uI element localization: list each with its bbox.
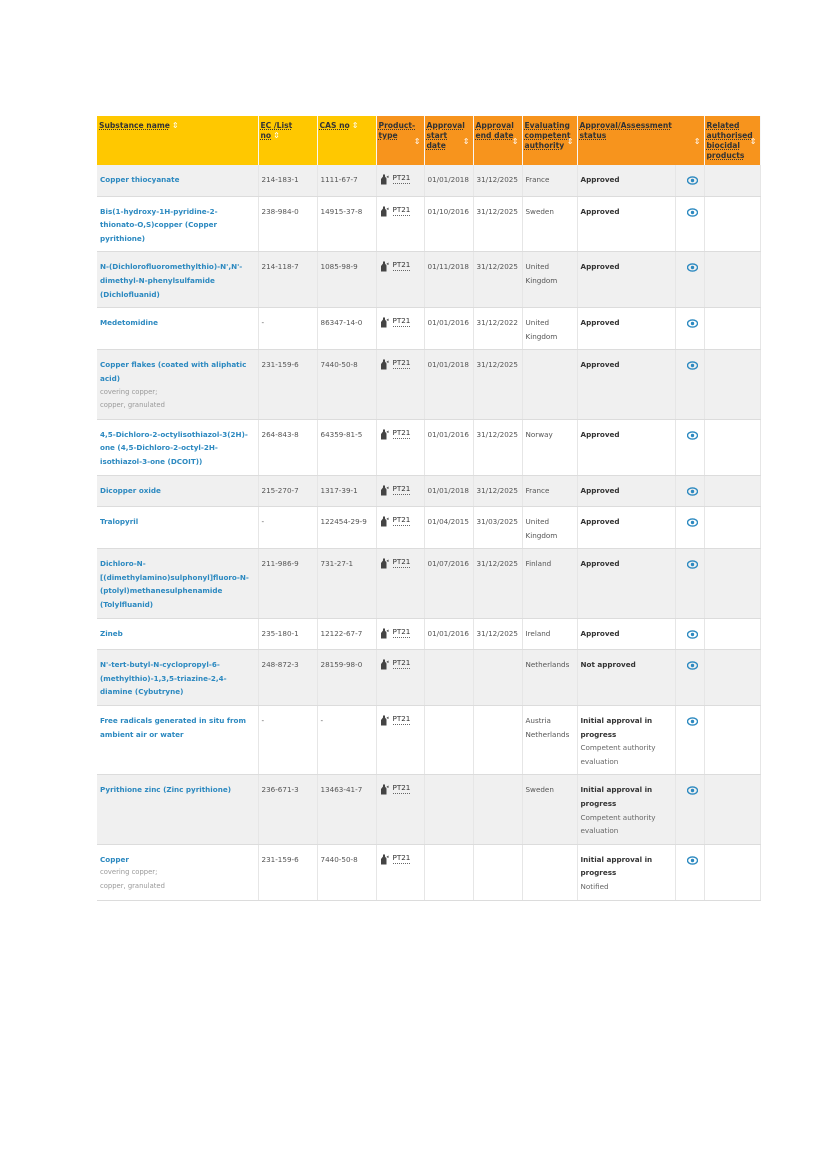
sort-arrows-icon[interactable]: ⇕ <box>511 136 519 146</box>
status-cell <box>577 165 675 196</box>
product-type-label[interactable]: PT21 <box>392 427 411 437</box>
authority-cell <box>522 252 577 308</box>
authority-line: Kingdom <box>525 331 558 341</box>
status-cell <box>577 706 675 775</box>
pt-flask-icon <box>380 558 389 569</box>
table-row <box>97 650 760 706</box>
table-row <box>97 706 760 775</box>
view-cell <box>675 350 704 419</box>
product-type-label[interactable]: PT21 <box>392 316 411 326</box>
status-cell <box>577 650 675 706</box>
start-date-cell <box>424 706 473 775</box>
col-approval-status[interactable]: Approval/Assessment status ⇕ <box>577 116 704 165</box>
related-products-cell <box>704 475 760 507</box>
substance-name-link[interactable]: Copper flakes (coated with aliphatic acid) <box>100 360 247 383</box>
pt-flask-icon <box>380 854 389 865</box>
product-type-label[interactable]: PT21 <box>392 557 411 567</box>
authority-cell <box>522 507 577 549</box>
ec-cell: 215-270-7 <box>258 475 317 507</box>
eye-icon[interactable] <box>687 518 698 527</box>
sort-arrows-icon[interactable]: ⇕ <box>749 136 757 146</box>
substance-name-link[interactable]: Zineb <box>100 628 123 638</box>
sort-arrows-icon[interactable]: ⇕ <box>171 121 179 130</box>
related-products-cell <box>704 308 760 350</box>
sort-arrows-icon[interactable]: ⇕ <box>273 131 280 140</box>
cas-cell: 1085-98-9 <box>317 252 376 308</box>
authority-line: Netherlands <box>525 729 570 739</box>
view-cell <box>675 308 704 350</box>
authority-cell <box>522 419 577 475</box>
pt-flask-icon <box>380 317 389 328</box>
cas-cell: 14915-37-8 <box>317 196 376 252</box>
end-date-cell: 31/12/2025 <box>473 549 522 618</box>
status-text: Initial approval in progress <box>580 785 653 808</box>
status-cell <box>577 507 675 549</box>
product-type-label[interactable]: PT21 <box>392 714 411 724</box>
sort-arrows-icon[interactable]: ⇕ <box>351 121 359 130</box>
status-note: Notified <box>580 881 609 891</box>
authority-line: United <box>525 318 550 328</box>
table-row <box>97 549 760 618</box>
product-type-cell <box>376 252 424 308</box>
product-type-cell <box>376 706 424 775</box>
substance-name-link[interactable]: N-(Dichlorofluoromethylthio)-N',N'-dimethyl-N-phenylsulfamide (Dichlofluanid) <box>100 262 243 299</box>
start-date-cell: 01/11/2018 <box>424 252 473 308</box>
related-products-cell <box>704 196 760 252</box>
start-date-cell <box>424 775 473 844</box>
end-date-cell: 31/12/2025 <box>473 475 522 507</box>
authority-cell <box>522 549 577 618</box>
view-cell <box>675 650 704 706</box>
ec-cell: 236-671-3 <box>258 775 317 844</box>
eye-icon[interactable] <box>687 560 698 569</box>
start-date-cell: 01/01/2018 <box>424 165 473 196</box>
pt-flask-icon <box>380 715 389 726</box>
status-text: Approved <box>580 318 620 328</box>
status-text: Not approved <box>580 660 636 670</box>
authority-line: Ireland <box>525 628 551 638</box>
ec-cell: - <box>258 706 317 775</box>
col-approval-end[interactable]: Approval end date ⇕ <box>473 116 522 165</box>
status-text: Approved <box>580 628 620 638</box>
pt-flask-icon <box>380 628 389 639</box>
end-date-cell <box>473 844 522 900</box>
product-type-cell <box>376 844 424 900</box>
authority-line: Finland <box>525 559 552 569</box>
substance-cell <box>97 618 258 650</box>
status-text: Approved <box>580 517 620 527</box>
product-type-label[interactable]: PT21 <box>392 852 411 862</box>
related-products-cell <box>704 650 760 706</box>
eye-icon[interactable] <box>687 630 698 639</box>
product-type-cell <box>376 350 424 419</box>
substance-name-link[interactable]: N'-tert-butyl-N-cyclopropyl-6-(methylthio)-1,3,5-triazine-2,4-diamine (Cybutryne) <box>100 660 227 697</box>
pt-flask-icon <box>380 429 389 440</box>
status-note: Competent authority evaluation <box>580 743 656 766</box>
view-cell <box>675 165 704 196</box>
authority-cell <box>522 844 577 900</box>
eye-icon[interactable] <box>687 208 698 217</box>
authority-cell <box>522 350 577 419</box>
authority-line: Sweden <box>525 785 554 795</box>
synonym: copper, granulated <box>100 401 165 410</box>
table-header-row <box>97 116 760 165</box>
end-date-cell: 31/12/2025 <box>473 350 522 419</box>
authority-cell <box>522 165 577 196</box>
authority-line: United <box>525 262 550 272</box>
related-products-cell <box>704 252 760 308</box>
substance-cell <box>97 507 258 549</box>
synonym: copper, granulated <box>100 881 165 890</box>
col-related-products[interactable]: Related authorised biocidal products ⇕ <box>704 116 760 165</box>
col-product-type[interactable]: Product-type ⇕ <box>376 116 424 165</box>
substance-name-link[interactable]: Copper <box>100 854 129 864</box>
table-row <box>97 475 760 507</box>
related-products-cell <box>704 706 760 775</box>
status-cell <box>577 549 675 618</box>
table-row <box>97 252 760 308</box>
cas-cell: 64359-81-5 <box>317 419 376 475</box>
substance-name-link[interactable]: Free radicals generated in situ from ambient air or water <box>100 716 246 739</box>
status-text: Initial approval in progress <box>580 854 653 878</box>
start-date-cell: 01/07/2016 <box>424 549 473 618</box>
status-text: Initial approval in progress <box>580 716 653 739</box>
table-row <box>97 165 760 196</box>
ec-cell: 214-118-7 <box>258 252 317 308</box>
authority-cell <box>522 706 577 775</box>
product-type-label[interactable]: PT21 <box>392 483 411 493</box>
start-date-cell: 01/01/2016 <box>424 618 473 650</box>
pt-flask-icon <box>380 174 389 185</box>
eye-icon[interactable] <box>687 263 698 272</box>
status-text: Approved <box>580 429 620 439</box>
ec-cell: 231-159-6 <box>258 844 317 900</box>
authority-cell <box>522 196 577 252</box>
ec-cell: 238-984-0 <box>258 196 317 252</box>
view-cell <box>675 507 704 549</box>
col-approval-start[interactable]: Approval start date ⇕ <box>424 116 473 165</box>
ec-cell: - <box>258 308 317 350</box>
table-row <box>97 507 760 549</box>
substance-name-link[interactable]: Dichloro-N-[(dimethylamino)sulphonyl]fluoro-N-(ptolyl)methanesulphenamide (Tolylfluanid) <box>100 559 249 610</box>
sort-arrows-icon[interactable]: ⇕ <box>413 136 421 146</box>
status-cell <box>577 350 675 419</box>
pt-flask-icon <box>380 659 389 670</box>
end-date-cell <box>473 706 522 775</box>
related-products-cell <box>704 507 760 549</box>
product-type-label[interactable]: PT21 <box>392 626 411 636</box>
table-row <box>97 350 760 419</box>
product-type-label[interactable]: PT21 <box>392 204 411 214</box>
product-type-cell <box>376 775 424 844</box>
eye-icon[interactable] <box>687 786 698 795</box>
table-row <box>97 618 760 650</box>
end-date-cell: 31/12/2025 <box>473 165 522 196</box>
related-products-cell <box>704 775 760 844</box>
authority-line: United <box>525 517 550 527</box>
authority-cell <box>522 475 577 507</box>
product-type-label[interactable]: PT21 <box>392 658 411 668</box>
product-type-label[interactable]: PT21 <box>392 783 411 793</box>
view-cell <box>675 419 704 475</box>
ec-cell: 231-159-6 <box>258 350 317 419</box>
status-text: Approved <box>580 206 620 216</box>
pt-flask-icon <box>380 206 389 217</box>
cas-cell: 1111-67-7 <box>317 165 376 196</box>
substance-cell <box>97 549 258 618</box>
status-text: Approved <box>580 559 620 569</box>
cas-cell: 7440-50-8 <box>317 844 376 900</box>
substance-cell <box>97 706 258 775</box>
substance-cell <box>97 308 258 350</box>
product-type-cell <box>376 650 424 706</box>
product-type-cell <box>376 507 424 549</box>
substance-cell <box>97 650 258 706</box>
product-type-label[interactable]: PT21 <box>392 358 411 368</box>
authority-line: Austria <box>525 716 551 726</box>
status-cell <box>577 308 675 350</box>
substance-cell <box>97 844 258 900</box>
end-date-cell: 31/12/2022 <box>473 308 522 350</box>
product-type-label[interactable]: PT21 <box>392 515 411 525</box>
status-note: Competent authority evaluation <box>580 812 656 836</box>
start-date-cell <box>424 844 473 900</box>
authority-line: Kingdom <box>525 275 558 285</box>
status-cell <box>577 775 675 844</box>
related-products-cell <box>704 844 760 900</box>
product-type-cell <box>376 196 424 252</box>
cas-cell: - <box>317 706 376 775</box>
cas-cell: 1317-39-1 <box>317 475 376 507</box>
related-products-cell <box>704 618 760 650</box>
sort-arrows-icon[interactable]: ⇕ <box>462 136 470 146</box>
eye-icon[interactable] <box>687 661 698 670</box>
col-substance-name[interactable]: Substance name ⇕ <box>97 116 258 165</box>
end-date-cell: 31/12/2025 <box>473 419 522 475</box>
product-type-cell <box>376 618 424 650</box>
table-row <box>97 844 760 900</box>
view-cell <box>675 549 704 618</box>
cas-cell: 731-27-1 <box>317 549 376 618</box>
pt-flask-icon <box>380 261 389 272</box>
status-text: Approved <box>580 485 620 495</box>
table-row <box>97 775 760 844</box>
eye-icon[interactable] <box>687 717 698 726</box>
pt-flask-icon <box>380 516 389 527</box>
status-cell <box>577 252 675 308</box>
substance-cell <box>97 775 258 844</box>
table-row <box>97 308 760 350</box>
cas-cell: 7440-50-8 <box>317 350 376 419</box>
start-date-cell: 01/01/2018 <box>424 475 473 507</box>
status-cell <box>577 419 675 475</box>
substance-name-link[interactable]: Tralopyril <box>100 517 139 527</box>
view-cell <box>675 775 704 844</box>
view-cell <box>675 844 704 900</box>
ec-cell: 211-986-9 <box>258 549 317 618</box>
substance-name-link[interactable]: Bis(1-hydroxy-1H-pyridine-2-thionato-O,S)copper (Copper pyrithione) <box>100 206 218 243</box>
pt-flask-icon <box>380 359 389 370</box>
ec-cell: - <box>258 507 317 549</box>
substance-cell <box>97 350 258 419</box>
sort-arrows-icon[interactable]: ⇕ <box>566 136 574 146</box>
substance-name-link[interactable]: Dicopper oxide <box>100 485 161 495</box>
col-cas-no[interactable]: CAS no ⇕ <box>317 116 376 165</box>
view-cell <box>675 196 704 252</box>
status-text: Approved <box>580 262 620 272</box>
end-date-cell <box>473 775 522 844</box>
col-ec-list-no[interactable]: EC /List no ⇕ <box>258 116 317 165</box>
substance-name-link[interactable]: Copper thiocyanate <box>100 175 180 184</box>
start-date-cell: 01/01/2018 <box>424 350 473 419</box>
authority-cell <box>522 775 577 844</box>
substance-name-link[interactable]: Pyrithione zinc (Zinc pyrithione) <box>100 785 231 795</box>
eye-icon[interactable] <box>687 856 698 865</box>
ec-cell: 264-843-8 <box>258 419 317 475</box>
authority-line: Netherlands <box>525 660 570 670</box>
start-date-cell: 01/01/2016 <box>424 308 473 350</box>
related-products-cell <box>704 165 760 196</box>
eye-icon[interactable] <box>687 361 698 370</box>
end-date-cell: 31/03/2025 <box>473 507 522 549</box>
synonym: covering copper; <box>100 387 158 396</box>
ec-cell: 235-180-1 <box>258 618 317 650</box>
product-type-cell <box>376 419 424 475</box>
status-text: Approved <box>580 360 620 370</box>
col-evaluating-authority[interactable]: Evaluating competent authority ⇕ <box>522 116 577 165</box>
authority-line: Sweden <box>525 206 554 216</box>
authority-cell <box>522 308 577 350</box>
substance-name-link[interactable]: 4,5-Dichloro-2-octylisothiazol-3(2H)-one (4,5-Dichloro-2-octyl-2H-isothiazol-3-one (DCOIT)) <box>100 429 248 466</box>
product-type-cell <box>376 549 424 618</box>
substance-cell <box>97 165 258 196</box>
status-cell <box>577 196 675 252</box>
eye-icon[interactable] <box>687 319 698 328</box>
substance-cell <box>97 252 258 308</box>
substance-name-link[interactable]: Medetomidine <box>100 318 158 328</box>
substance-cell <box>97 419 258 475</box>
substance-cell <box>97 475 258 507</box>
related-products-cell <box>704 419 760 475</box>
related-products-cell <box>704 549 760 618</box>
status-cell <box>577 844 675 900</box>
cas-cell: 28159-98-0 <box>317 650 376 706</box>
product-type-cell <box>376 475 424 507</box>
view-cell <box>675 252 704 308</box>
ec-cell: 214-183-1 <box>258 165 317 196</box>
substances-table <box>97 116 761 901</box>
cas-cell: 12122-67-7 <box>317 618 376 650</box>
eye-icon[interactable] <box>687 487 698 496</box>
status-cell <box>577 618 675 650</box>
related-products-cell <box>704 350 760 419</box>
authority-line: Kingdom <box>525 530 558 540</box>
start-date-cell: 01/01/2016 <box>424 419 473 475</box>
cas-cell: 86347-14-0 <box>317 308 376 350</box>
view-cell <box>675 475 704 507</box>
authority-cell <box>522 650 577 706</box>
synonym: covering copper; <box>100 868 158 877</box>
authority-line: France <box>525 175 550 184</box>
cas-cell: 122454-29-9 <box>317 507 376 549</box>
substance-cell <box>97 196 258 252</box>
end-date-cell: 31/12/2025 <box>473 196 522 252</box>
view-cell <box>675 618 704 650</box>
pt-flask-icon <box>380 485 389 496</box>
status-cell <box>577 475 675 507</box>
start-date-cell: 01/04/2015 <box>424 507 473 549</box>
eye-icon[interactable] <box>687 176 698 185</box>
product-type-label[interactable]: PT21 <box>392 260 411 270</box>
end-date-cell: 31/12/2025 <box>473 618 522 650</box>
authority-cell <box>522 618 577 650</box>
ec-cell: 248-872-3 <box>258 650 317 706</box>
end-date-cell: 31/12/2025 <box>473 252 522 308</box>
table-row <box>97 419 760 475</box>
product-type-cell <box>376 308 424 350</box>
start-date-cell <box>424 650 473 706</box>
view-cell <box>675 706 704 775</box>
end-date-cell <box>473 650 522 706</box>
pt-flask-icon <box>380 784 389 795</box>
product-type-cell <box>376 165 424 196</box>
table-row <box>97 196 760 252</box>
product-type-label[interactable]: PT21 <box>392 173 411 182</box>
eye-icon[interactable] <box>687 431 698 440</box>
authority-line: France <box>525 485 550 495</box>
status-text: Approved <box>580 175 620 184</box>
sort-arrows-icon[interactable]: ⇕ <box>693 136 701 146</box>
cas-cell: 13463-41-7 <box>317 775 376 844</box>
authority-line: Norway <box>525 429 553 439</box>
start-date-cell: 01/10/2016 <box>424 196 473 252</box>
